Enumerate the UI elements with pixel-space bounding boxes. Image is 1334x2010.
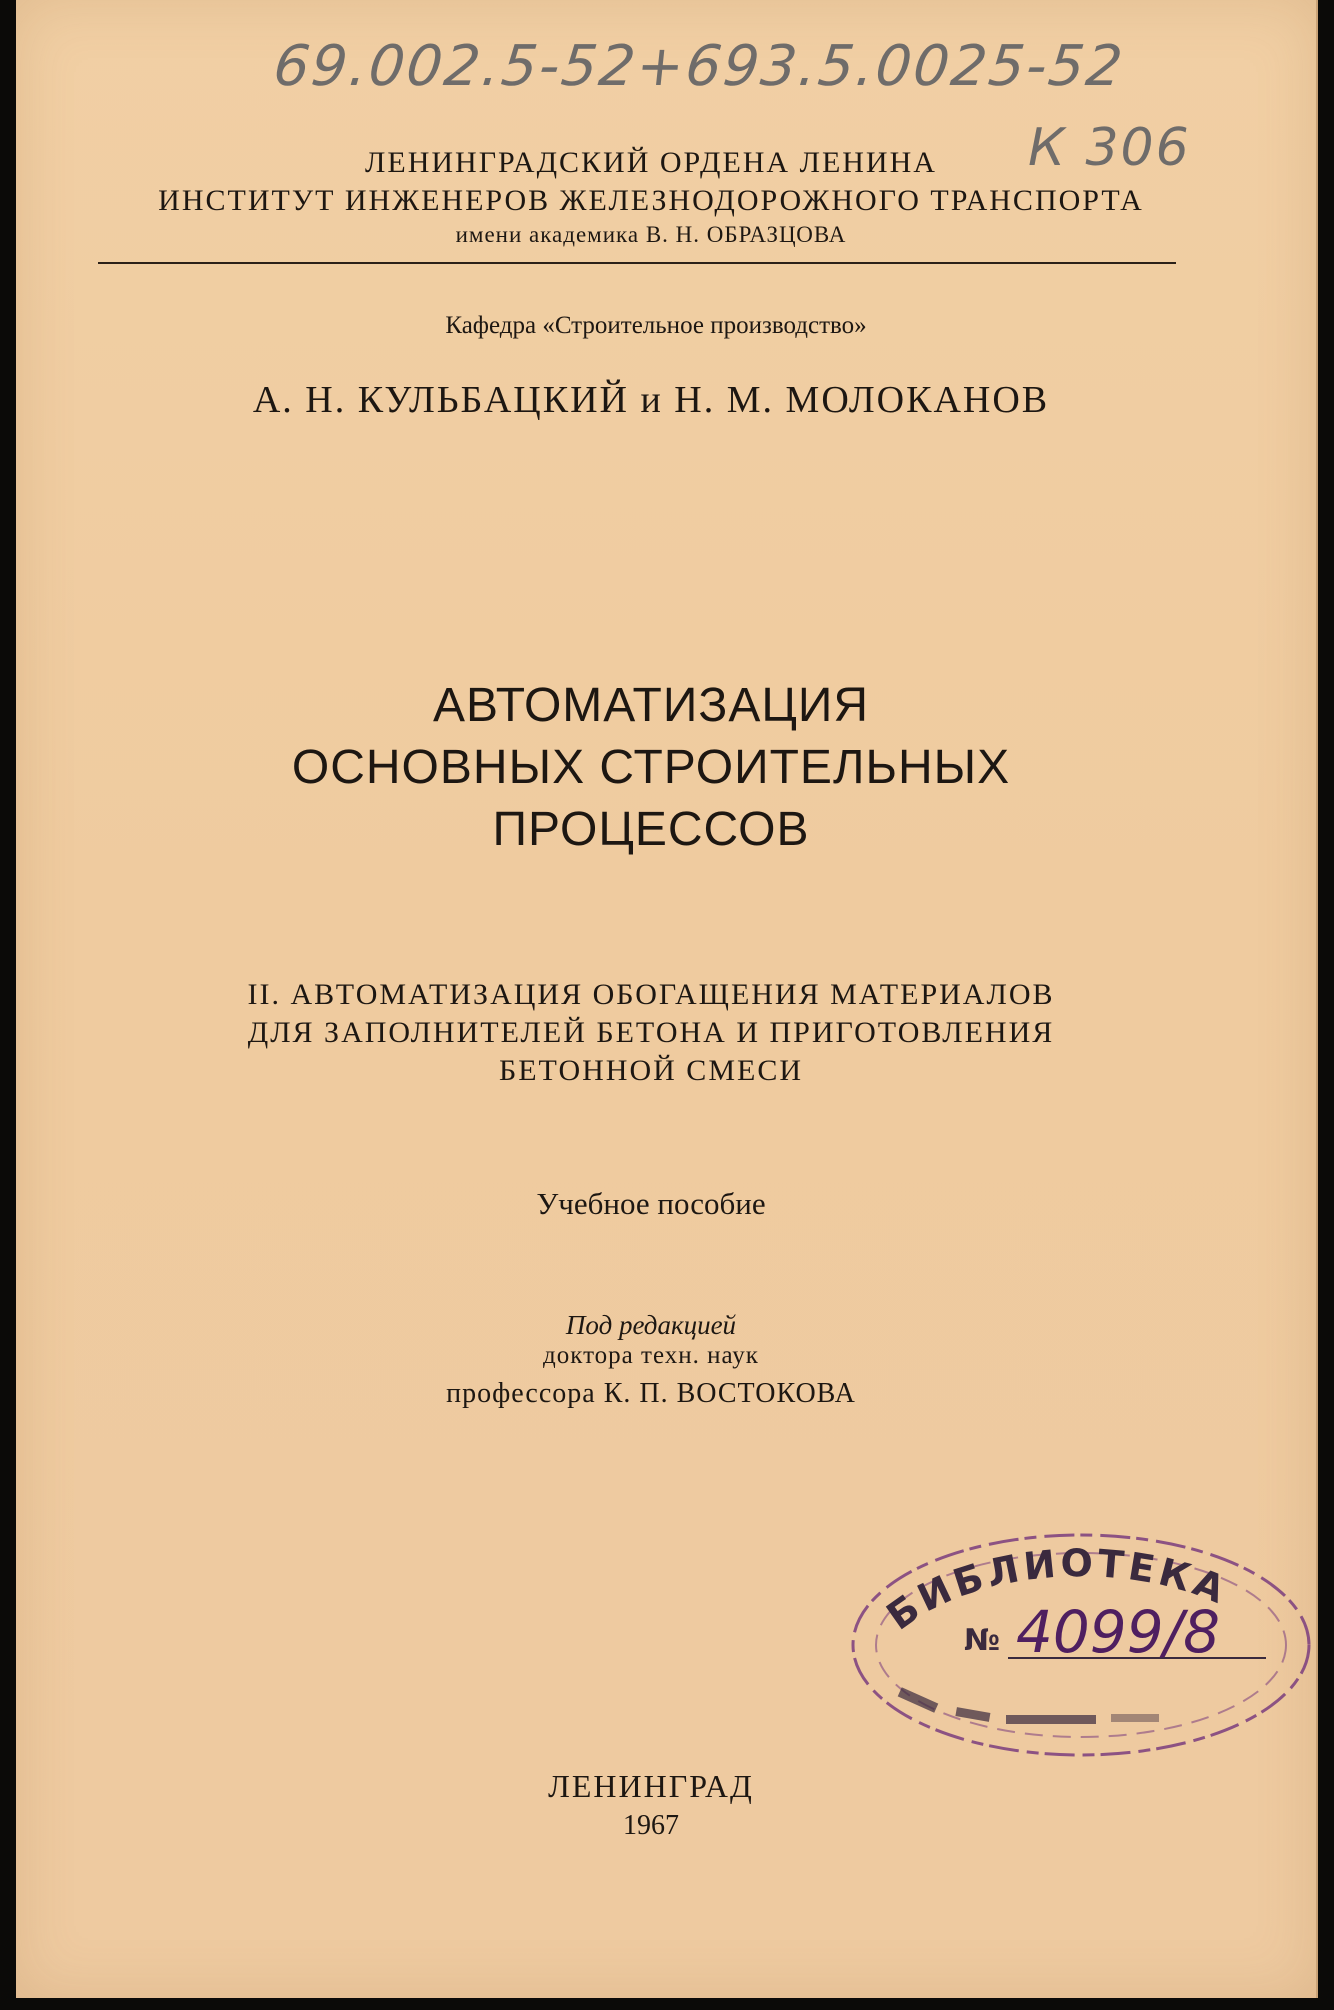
imprint-year: 1967 <box>623 1810 679 1841</box>
institution-line-3: имени академика В. Н. ОБРАЗЦОВА <box>455 222 847 247</box>
stamp-number-prefix: № <box>964 1623 1001 1658</box>
institution-line-2: ИНСТИТУТ ИНЖЕНЕРОВ ЖЕЛЕЗНОДОРОЖНОГО ТРАНСПОРТА <box>158 184 1144 217</box>
title-line-3: ПРОЦЕССОВ <box>492 803 810 856</box>
stamp-number: 4099/8 <box>1016 1598 1221 1666</box>
editor-line-1: Под редакцией <box>565 1310 737 1340</box>
subtitle-line-3: БЕТОННОЙ СМЕСИ <box>499 1054 803 1087</box>
title-line-1: АВТОМАТИЗАЦИЯ <box>432 679 870 732</box>
library-stamp <box>836 1510 1316 1760</box>
title-line-2: ОСНОВНЫХ СТРОИТЕЛЬНЫХ <box>291 741 1011 794</box>
handwritten-shelf-mark: К 306 <box>1028 118 1191 178</box>
header-divider <box>98 262 1176 264</box>
stamp-smudged-text <box>898 1687 1159 1724</box>
imprint-city: ЛЕНИНГРАД <box>548 1768 754 1804</box>
subtitle-line-2: ДЛЯ ЗАПОЛНИТЕЛЕЙ БЕТОНА И ПРИГОТОВЛЕНИЯ <box>247 1016 1055 1049</box>
document-type: Учебное пособие <box>536 1186 766 1221</box>
authors: А. Н. КУЛЬБАЦКИЙ и Н. М. МОЛОКАНОВ <box>252 379 1050 421</box>
department: Кафедра «Строительное производство» <box>445 312 867 339</box>
title-page <box>16 0 1318 1998</box>
subtitle-line-1: II. АВТОМАТИЗАЦИЯ ОБОГАЩЕНИЯ МАТЕРИАЛОВ <box>247 978 1055 1011</box>
editor-line-2: доктора техн. наук <box>543 1342 759 1369</box>
handwritten-call-number: 69.002.5-52+693.5.0025-52 <box>270 34 1128 99</box>
stamp-label: БИБЛИОТЕКА <box>878 1541 1235 1639</box>
institution-line-1: ЛЕНИНГРАДСКИЙ ОРДЕНА ЛЕНИНА <box>365 146 937 179</box>
editor-line-3: профессора К. П. ВОСТОКОВА <box>446 1378 856 1409</box>
